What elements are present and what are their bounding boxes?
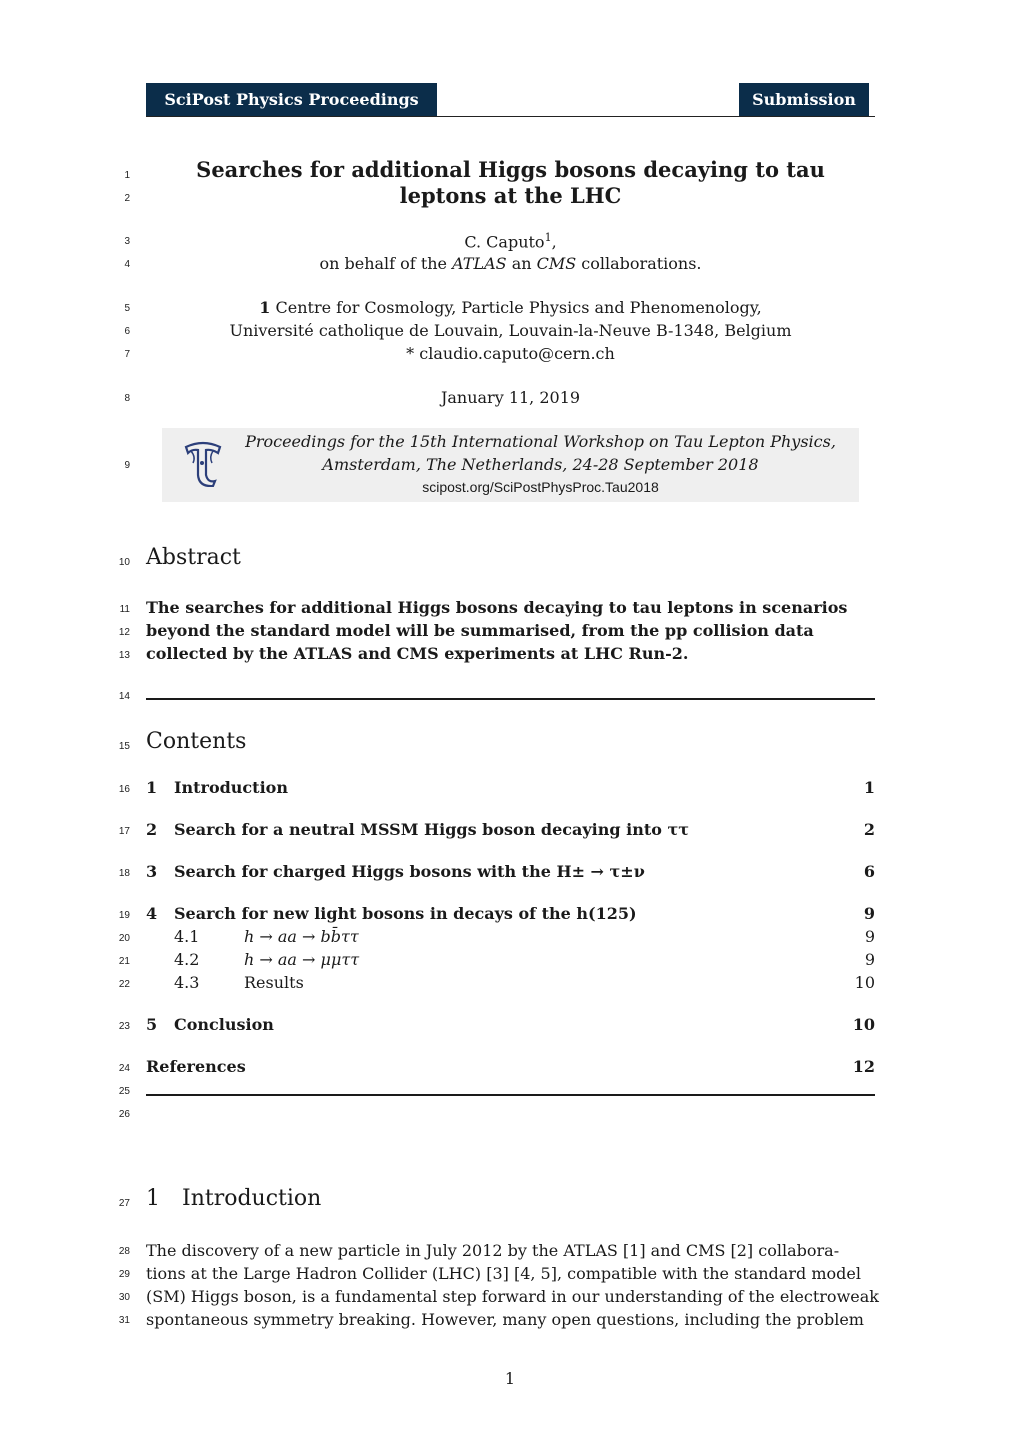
contents-heading: Contents [146,729,247,754]
paper-title-line2: leptons at the LHC [399,183,622,208]
line-number: 8 [124,393,130,404]
atlas-name: ATLAS [452,254,507,273]
affiliation-num: 1 [259,298,271,317]
line-number: 13 [118,650,130,661]
proceedings-line1: Proceedings for the 15th International Workshop on Tau Lepton Physics, [245,432,836,451]
toc-num: 4.2 [174,950,200,969]
author-line [146,231,875,251]
line-number: 29 [118,1269,130,1280]
toc-title: h → aa → μμττ [244,950,360,969]
intro-line: tions at the Large Hadron Collider (LHC) [3] [4, 5], compatible with the standard model [146,1264,861,1283]
line-number: 26 [118,1109,130,1120]
intro-line: The discovery of a new particle in July 2012 by the ATLAS [1] and CMS [2] collabora- [146,1241,840,1260]
affiliation-line2: Université catholique de Louvain, Louvain-la-Neuve B-1348, Belgium [229,321,792,340]
line-number: 20 [118,933,130,944]
toc-entry[interactable] [146,820,875,839]
line-number: 4 [124,259,130,270]
line-number: 24 [118,1063,130,1074]
paper-title-line1: Searches for additional Higgs bosons decaying to tau [196,157,825,182]
line-number: 3 [124,236,130,247]
toc-entry[interactable] [146,862,875,881]
abstract-line: The searches for additional Higgs bosons decaying to tau leptons in scenarios [146,598,848,617]
toc-num: 4.3 [174,973,200,992]
line-number: 14 [118,691,130,702]
toc-num: 1 [146,778,158,797]
line-number: 30 [118,1292,130,1303]
introduction-title: Introduction [182,1186,322,1211]
toc-subentry[interactable] [146,973,875,992]
line-number: 9 [124,460,130,471]
toc-title: Results [244,973,304,992]
line-number: 22 [118,979,130,990]
line-number: 1 [124,170,130,181]
toc-page: 9 [864,927,875,946]
date: January 11, 2019 [440,388,581,407]
toc-num: 5 [146,1015,158,1034]
abstract-line: collected by the ATLAS and CMS experiments at LHC Run-2. [146,644,689,663]
line-number: 28 [118,1246,130,1257]
author-affil-sup: 1 [544,231,552,244]
paper-title [146,157,875,209]
author-comma: , [551,232,557,252]
toc-title: Introduction [174,778,288,797]
toc-page: 12 [852,1057,875,1076]
line-number: 21 [118,956,130,967]
line-number: 15 [118,741,130,752]
collaboration-line [146,254,875,273]
toc-title: Search for new light bosons in decays of the h(125) [174,904,637,923]
toc-page: 10 [852,1015,875,1034]
line-number: 2 [124,193,130,204]
toc-entry[interactable] [146,904,875,923]
toc-title: References [146,1057,246,1076]
line-number: 31 [118,1315,130,1326]
line-number: 27 [118,1198,130,1209]
toc-title: Search for a neutral MSSM Higgs boson decaying into ττ [174,820,690,839]
contents-rule [146,1094,875,1096]
cms-name: CMS [536,254,577,273]
line-number: 5 [124,303,130,314]
toc-page: 9 [863,904,875,923]
page-number: 1 [504,1369,516,1388]
line-number: 17 [118,826,130,837]
affiliation-text: Centre for Cosmology, Particle Physics and Phenomenology, [270,298,762,317]
intro-line: (SM) Higgs boson, is a fundamental step forward in our understanding of the electroweak [146,1287,879,1306]
toc-num: 4 [146,904,158,923]
toc-title: h → aa → bb̄ττ [244,927,359,946]
toc-page: 9 [864,950,875,969]
line-number: 23 [118,1021,130,1032]
introduction-heading [146,1186,321,1211]
abstract-rule [146,698,875,700]
line-number: 6 [124,326,130,337]
abstract-heading: Abstract [146,545,241,570]
toc-num: 4.1 [174,927,200,946]
line-number: 7 [124,349,130,360]
intro-line: spontaneous symmetry breaking. However, many open questions, including the problem [146,1310,864,1329]
toc-entry[interactable] [146,1015,875,1034]
toc-entry[interactable] [146,1057,875,1076]
toc-subentry[interactable] [146,950,875,969]
behalf-pre: on behalf of the [319,254,453,273]
line-number: 10 [118,557,130,568]
line-number: 12 [118,627,130,638]
line-number: 18 [118,868,130,879]
toc-subentry[interactable] [146,927,875,946]
line-number: 19 [118,910,130,921]
introduction-number: 1 [146,1186,160,1211]
email-line[interactable]: * claudio.caputo@cern.ch [406,344,615,363]
line-number: 11 [119,604,130,615]
proceedings-line2: Amsterdam, The Netherlands, 24-28 September 2018 [322,455,759,474]
toc-page: 6 [863,862,875,881]
toc-num: 2 [146,820,158,839]
toc-title: Search for charged Higgs bosons with the H± → τ±ν [174,862,645,881]
line-number: 25 [118,1086,130,1097]
affiliation-line1 [146,298,875,317]
toc-num: 3 [146,862,158,881]
author-name: C. Caputo [464,232,545,252]
behalf-post: collaborations. [576,254,702,273]
line-number: 16 [118,784,130,795]
behalf-an: an [506,254,537,273]
toc-page: 1 [863,778,875,797]
header-rule [146,116,875,117]
abstract-line: beyond the standard model will be summarised, from the pp collision data [146,621,814,640]
toc-page: 10 [854,973,875,992]
proceedings-url[interactable]: scipost.org/SciPostPhysProc.Tau2018 [422,479,659,495]
toc-page: 2 [863,820,875,839]
toc-entry[interactable] [146,778,875,797]
journal-banner: SciPost Physics Proceedings [146,83,437,116]
toc-title: Conclusion [174,1015,274,1034]
submission-badge: Submission [739,83,869,116]
